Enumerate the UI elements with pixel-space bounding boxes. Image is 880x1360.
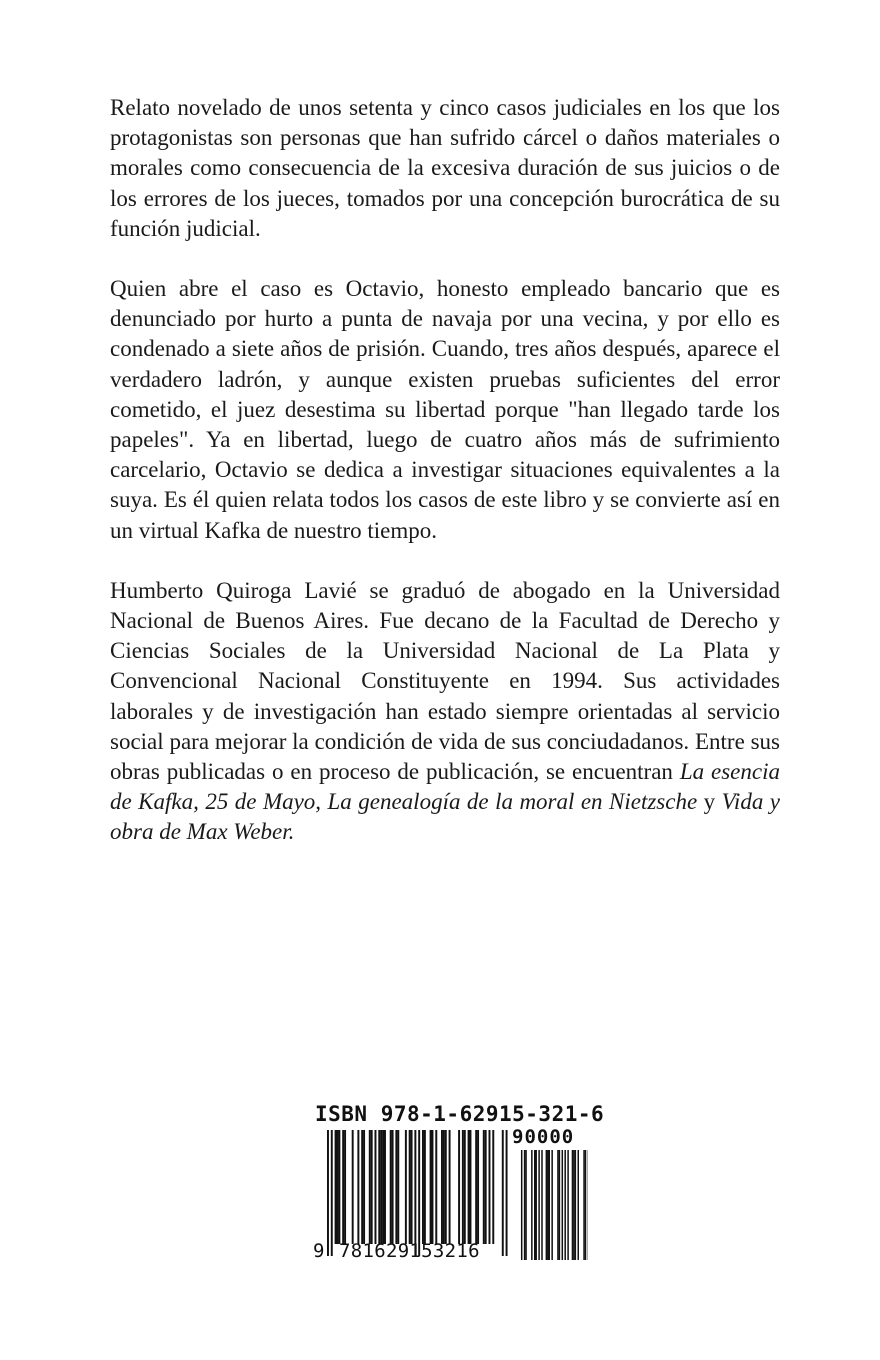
barcode-bar [342, 1130, 344, 1244]
barcode-bar [335, 1130, 337, 1244]
barcode-bar [384, 1130, 386, 1244]
barcode-bar [371, 1130, 373, 1244]
barcode-bar [492, 1130, 494, 1244]
barcode-bar [363, 1130, 365, 1244]
barcode-bar [337, 1130, 339, 1244]
barcode-bar [327, 1130, 329, 1256]
barcode-bar [352, 1130, 354, 1244]
barcode-bar [506, 1130, 508, 1256]
addon-bar [525, 1150, 527, 1260]
barcode-bar [458, 1130, 460, 1244]
barcode-bar [464, 1130, 466, 1244]
barcode-bar [409, 1130, 411, 1244]
barcode-bar [470, 1130, 472, 1244]
barcode-bar [397, 1130, 399, 1244]
addon-bar [585, 1150, 587, 1260]
addon-bar [564, 1150, 566, 1260]
barcode-bar [475, 1130, 477, 1244]
barcode-bar [390, 1130, 392, 1244]
isbn-label: ISBN 978-1-62915-321-6 [315, 1102, 605, 1126]
barcode-bar [361, 1130, 363, 1244]
addon-bar [557, 1150, 559, 1260]
barcode-bar [411, 1130, 413, 1244]
barcode-bar [357, 1130, 359, 1244]
barcode-bar [489, 1130, 491, 1244]
barcode-bar [405, 1130, 407, 1244]
barcode-bar [422, 1130, 424, 1244]
addon-bar [521, 1150, 523, 1260]
price-addon-digits: 90000 [512, 1126, 575, 1148]
addon-bar [531, 1150, 533, 1260]
barcode-bar [432, 1130, 434, 1244]
addon-bar [549, 1150, 551, 1260]
barcode-bar [380, 1130, 382, 1244]
synopsis-text [110, 93, 780, 878]
addon-bar [583, 1150, 585, 1260]
works-connector: y [697, 789, 722, 815]
addon-bar [524, 1150, 526, 1260]
barcode-bar [441, 1130, 443, 1244]
ean-digits: 781629153216 [339, 1240, 480, 1262]
barcode-bar [430, 1130, 432, 1244]
addon-bar [541, 1150, 543, 1260]
barcode-bar [392, 1130, 394, 1244]
barcode-bar [445, 1130, 447, 1244]
addon-bar [573, 1150, 575, 1260]
barcode-bar [378, 1130, 380, 1244]
addon-bar [551, 1150, 553, 1260]
addon-bar [535, 1150, 537, 1260]
barcode-bar [338, 1130, 340, 1244]
addon-bar [538, 1150, 540, 1260]
barcode-bar [375, 1130, 377, 1244]
addon-bar [546, 1150, 548, 1260]
addon-bar [575, 1150, 577, 1260]
addon-bar [572, 1150, 574, 1260]
barcode-bar [382, 1130, 384, 1244]
barcode-bar [483, 1130, 485, 1244]
addon-bar [567, 1150, 569, 1260]
barcode-bar [369, 1130, 371, 1244]
isbn-barcode [313, 1102, 605, 1264]
barcode-bar [502, 1130, 504, 1256]
barcode-bar [418, 1130, 420, 1256]
barcode-bar [477, 1130, 479, 1244]
addon-bar [578, 1150, 580, 1260]
barcode-bar [485, 1130, 487, 1244]
barcode-bar [424, 1130, 426, 1244]
addon-bar [534, 1150, 536, 1260]
barcode-bar [449, 1130, 451, 1244]
barcode-bar [344, 1130, 346, 1244]
barcode-bar [468, 1130, 470, 1244]
addon-bar [559, 1150, 561, 1260]
barcode-bar [331, 1130, 333, 1256]
barcode-bar [414, 1130, 416, 1256]
ean-first-digit: 9 [313, 1240, 325, 1262]
barcode-bar [435, 1130, 437, 1244]
addon-bar [547, 1150, 549, 1260]
works-title-list: La esencia de Kafka, 25 de Mayo, La genealogía de la moral en Nietzsche [110, 759, 780, 815]
author-bio-text: Humberto Quiroga Lavié se graduó de abogado en la Universidad Nacional de Buenos Aires. Fue decano de la Facultad de Derecho y Ciencias Sociales de la Universidad Nacional de La Plata y Convencional Nacional Constituyente en 1994. Sus actividades laborales y de investigación han estado siempre orientadas al servicio social para mejorar la condición de vida de sus conciudadanos. Entre sus obras publicadas o en proceso de publicación, se encuentran [110, 577, 780, 785]
barcode-bar [462, 1130, 464, 1244]
barcode-bar [443, 1130, 445, 1244]
author-bio-paragraph [110, 576, 780, 848]
synopsis-paragraph-2: Quien abre el caso es Octavio, honesto empleado bancario que es denunciado por hurto a punta de navaja por una vecina, y por ello es condenado a siete años de prisión. Cuando, tres años después, aparece el verdadero ladrón, y aunque existen pruebas suficientes del error cometido, el juez desestima su libertad porque "han llegado tarde los papeles". Ya en libertad, luego de cuatro años más de sufrimiento carcelario, Octavio se dedica a investigar situaciones equivalentes a la suya. Es él quien relata todos los casos de este libro y se convierte así en un virtual Kafka de nuestro tiempo. [110, 276, 780, 543]
barcode-bar [395, 1130, 397, 1244]
addon-bar [562, 1150, 564, 1260]
synopsis-paragraph-1: Relato novelado de unos setenta y cinco casos judiciales en los que los protagonistas son personas que han sufrido cárcel o daños materiales o morales como consecuencia de la excesiva duración de sus juicios o de los errores de los jueces, tomados por una concepción burocrática de su función judicial. [110, 95, 780, 241]
works-title-last: Vida y obra de Max Weber. [110, 789, 780, 845]
